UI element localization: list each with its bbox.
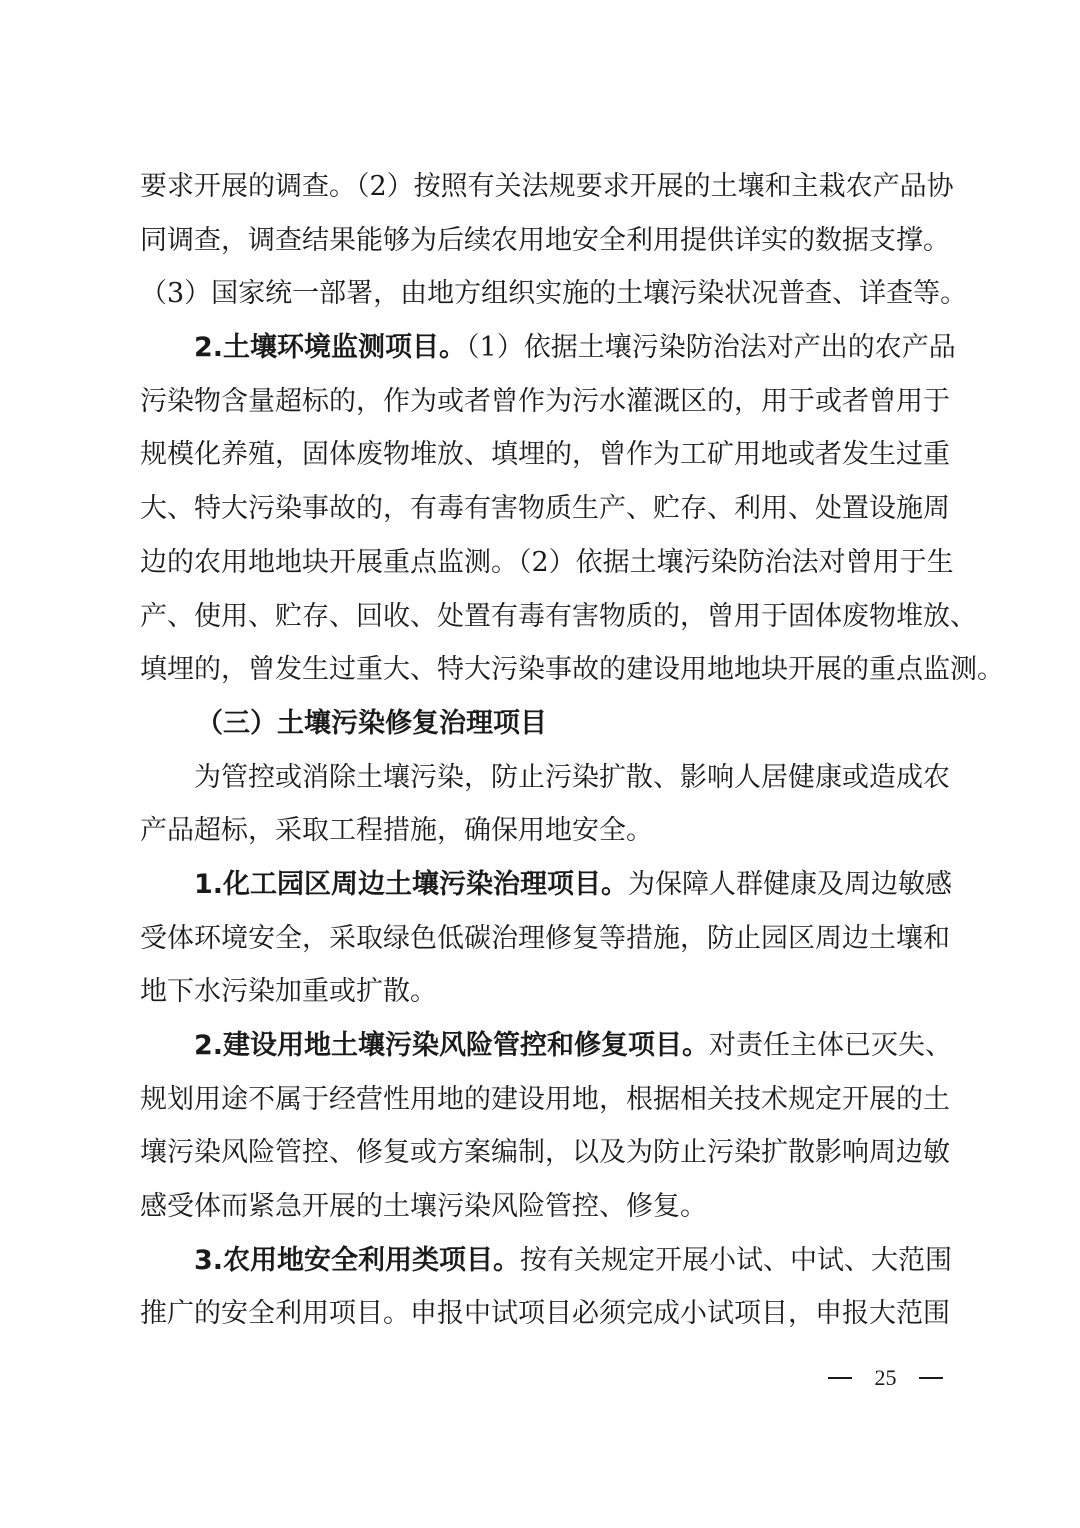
item-heading: 1.化工园区周边土壤污染治理项目。 xyxy=(194,868,629,900)
text-line xyxy=(140,858,953,912)
paragraph-agricultural-land xyxy=(140,1234,953,1341)
document-body xyxy=(140,160,1004,1341)
dash-right xyxy=(919,1377,943,1379)
text-run: 按有关规定开展小试、中试、大范围 xyxy=(520,1244,953,1276)
text-line: 同调查，调查结果能够为后续农用地安全利用提供详实的数据支撑。 xyxy=(140,224,950,256)
paragraph-soil-monitoring xyxy=(140,321,1004,697)
text-line: 推广的安全利用项目。申报中试项目必须完成小试项目，申报大范围 xyxy=(140,1298,950,1330)
item-heading: 2.土壤环境监测项目。 xyxy=(194,332,467,364)
paragraph-chemical-park xyxy=(140,858,953,1019)
text-line: 产品超标，采取工程措施，确保用地安全。 xyxy=(140,815,653,847)
text-run: （1）依据土壤污染防治法对产出的农产品 xyxy=(466,332,956,364)
text-line: 规模化养殖，固体废物堆放、填埋的，曾作为工矿用地或者发生过重 xyxy=(140,439,950,471)
item-heading: 3.农用地安全利用类项目。 xyxy=(194,1244,521,1276)
text-line: 地下水污染加重或扩散。 xyxy=(140,976,437,1008)
text-line: （3）国家统一部署，由地方组织实施的土壤污染状况普查、详查等。 xyxy=(140,278,968,310)
text-line xyxy=(140,321,956,375)
dash-left xyxy=(828,1377,852,1379)
item-heading: 2.建设用地土壤污染风险管控和修复项目。 xyxy=(194,1030,710,1061)
text-line xyxy=(140,1019,953,1073)
text-line: 壤污染风险管控、修复或方案编制，以及为防止污染扩散影响周边敏 xyxy=(140,1137,950,1169)
text-line: 要求开展的调查。（2）按照有关法规要求开展的土壤和主栽农产品协 xyxy=(140,171,954,202)
paragraph-remediation-intro xyxy=(140,751,950,858)
text-line: 为管控或消除土壤污染，防止污染扩散、影响人居健康或造成农 xyxy=(194,761,950,793)
text-line: 产、使用、贮存、回收、处置有毒有害物质的，曾用于固体废物堆放、 xyxy=(140,600,977,632)
text-line: 感受体而紧急开展的土壤污染风险管控、修复。 xyxy=(140,1191,707,1223)
text-run: 对责任主体已灭失、 xyxy=(709,1030,953,1061)
section-heading: （三）土壤污染修复治理项目 xyxy=(196,707,547,739)
text-line: 污染物含量超标的，作为或者曾作为污水灌溉区的，用于或者曾用于 xyxy=(140,385,950,417)
text-line: 受体环境安全，采取绿色低碳治理修复等措施，防止园区周边土壤和 xyxy=(140,922,950,954)
text-line: 填埋的，曾发生过重大、特大污染事故的建设用地地块开展的重点监测。 xyxy=(140,654,1004,686)
text-line xyxy=(140,1234,953,1288)
page-number xyxy=(828,1361,943,1395)
paragraph-construction-land xyxy=(140,1019,953,1234)
text-line: 规划用途不属于经营性用地的建设用地，根据相关技术规定开展的土 xyxy=(140,1083,950,1115)
paragraph-survey-continuation xyxy=(140,160,968,321)
text-line: 大、特大污染事故的，有毒有害物质生产、贮存、利用、处置设施周 xyxy=(140,493,950,525)
text-line: 边的农用地地块开展重点监测。（2）依据土壤污染防治法对曾用于生 xyxy=(140,546,954,578)
text-run: 为保障人群健康及周边敏感 xyxy=(628,868,953,900)
page-number-value: 25 xyxy=(874,1365,897,1390)
